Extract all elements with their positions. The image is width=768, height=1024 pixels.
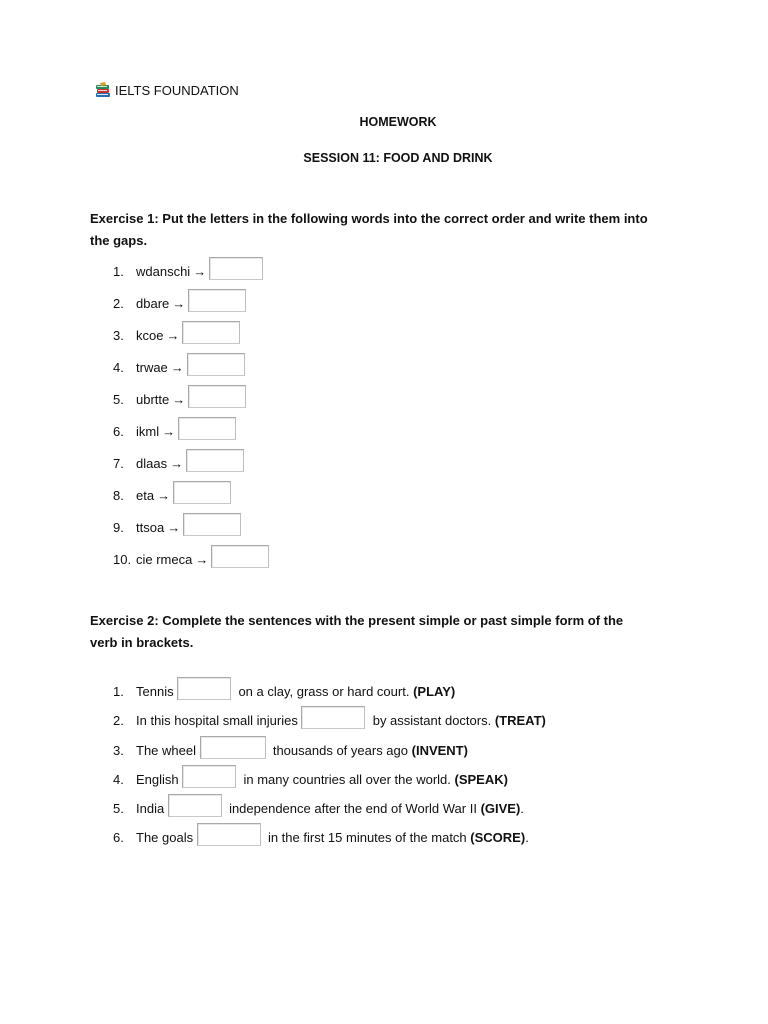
sentence-end: in many countries all over the world. bbox=[243, 772, 451, 787]
verb-hint: (INVENT) bbox=[411, 743, 468, 758]
sentence-start: In this hospital small injuries bbox=[136, 713, 298, 728]
scrambled-word: dlaas bbox=[136, 456, 168, 471]
answer-gap[interactable] bbox=[182, 765, 236, 788]
item-number: 6. bbox=[113, 830, 124, 845]
answer-gap[interactable] bbox=[197, 823, 261, 846]
scrambled-word: wdanschi bbox=[136, 264, 191, 279]
item-number: 1. bbox=[113, 264, 124, 279]
answer-gap[interactable] bbox=[183, 513, 241, 536]
item-number: 4. bbox=[113, 360, 124, 375]
scrambled-word: kcoe bbox=[136, 328, 164, 343]
brand-name: IELTS FOUNDATION bbox=[115, 82, 239, 98]
arrow: → bbox=[162, 424, 176, 439]
sentence-end: by assistant doctors. bbox=[372, 713, 492, 728]
sentence-start: Tennis bbox=[136, 684, 174, 699]
item-number: 10. bbox=[113, 552, 132, 567]
item-number: 6. bbox=[113, 424, 124, 439]
item-number: 2. bbox=[113, 296, 124, 311]
answer-gap[interactable] bbox=[301, 706, 365, 729]
answer-gap[interactable] bbox=[188, 385, 246, 408]
scrambled-word: ubrtte bbox=[136, 392, 170, 407]
answer-gap[interactable] bbox=[209, 257, 263, 280]
answer-gap[interactable] bbox=[188, 289, 246, 312]
books-icon bbox=[94, 81, 112, 99]
verb-hint: (PLAY) bbox=[413, 684, 456, 699]
item-number: 9. bbox=[113, 520, 124, 535]
answer-gap[interactable] bbox=[177, 677, 231, 700]
exercise2-instruction: Exercise 2: Complete the sentences with the present simple or past simple form of the verb in brackets. bbox=[90, 613, 624, 650]
session-title: SESSION 11: FOOD AND DRINK bbox=[303, 151, 493, 165]
verb-hint: (GIVE) bbox=[480, 801, 521, 816]
sentence-end: thousands of years ago bbox=[272, 743, 408, 758]
scrambled-word: ttsoa bbox=[136, 520, 165, 535]
scrambled-word: dbare bbox=[136, 296, 170, 311]
scrambled-word: trwae bbox=[136, 360, 168, 375]
arrow: → bbox=[172, 296, 186, 311]
sentence-start: The goals bbox=[136, 830, 194, 845]
item-number: 5. bbox=[113, 392, 124, 407]
answer-gap[interactable] bbox=[187, 353, 245, 376]
sentence-end: on a clay, grass or hard court. bbox=[238, 684, 410, 699]
answer-gap[interactable] bbox=[182, 321, 240, 344]
verb-hint: (SPEAK) bbox=[454, 772, 508, 787]
item-number: 3. bbox=[113, 743, 124, 758]
arrow: → bbox=[172, 392, 186, 407]
item-number: 5. bbox=[113, 801, 124, 816]
homework-title: HOMEWORK bbox=[359, 115, 437, 129]
sentence-end: in the first 15 minutes of the match bbox=[267, 830, 467, 845]
answer-gap[interactable] bbox=[186, 449, 244, 472]
item-number: 7. bbox=[113, 456, 124, 471]
exercise1-instruction: Exercise 1: Put the letters in the following words into the correct order and write them into the gaps. bbox=[90, 211, 648, 248]
item-number: 1. bbox=[113, 684, 124, 699]
verb-hint: (TREAT) bbox=[494, 713, 546, 728]
arrow: → bbox=[170, 456, 184, 471]
sentence-punct: . bbox=[520, 801, 524, 816]
item-number: 2. bbox=[113, 713, 124, 728]
scrambled-word: ikml bbox=[136, 424, 160, 439]
answer-gap[interactable] bbox=[200, 736, 266, 759]
verb-hint: (SCORE) bbox=[470, 830, 526, 845]
answer-gap[interactable] bbox=[211, 545, 269, 568]
item-number: 8. bbox=[113, 488, 124, 503]
sentence-punct: . bbox=[525, 830, 529, 845]
item-number: 4. bbox=[113, 772, 124, 787]
arrow: → bbox=[166, 328, 180, 343]
arrow: → bbox=[167, 520, 181, 535]
sentence-start: The wheel bbox=[136, 743, 196, 758]
arrow: → bbox=[170, 360, 184, 375]
scrambled-word: eta bbox=[136, 488, 155, 503]
arrow: → bbox=[157, 488, 171, 503]
answer-gap[interactable] bbox=[168, 794, 222, 817]
sentence-start: English bbox=[136, 772, 179, 787]
arrow: → bbox=[195, 552, 209, 567]
answer-gap[interactable] bbox=[178, 417, 236, 440]
sentence-start: India bbox=[136, 801, 165, 816]
sentence-end: independence after the end of World War II bbox=[229, 801, 477, 816]
header bbox=[94, 81, 239, 99]
item-number: 3. bbox=[113, 328, 124, 343]
scrambled-word: cie rmeca bbox=[136, 552, 193, 567]
answer-gap[interactable] bbox=[173, 481, 231, 504]
arrow: → bbox=[193, 264, 207, 279]
